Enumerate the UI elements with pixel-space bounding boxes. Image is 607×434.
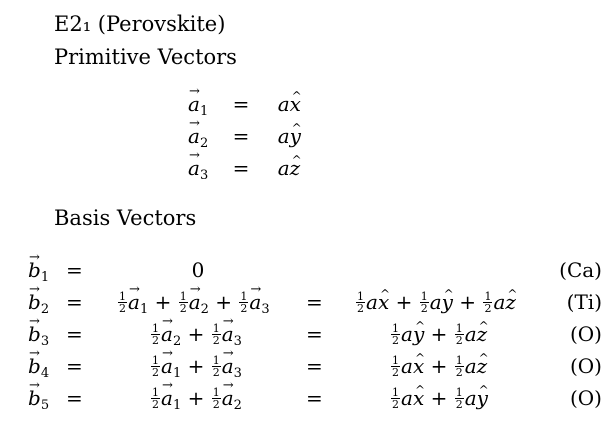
equals-sign: = xyxy=(66,322,83,346)
equals-sign: = xyxy=(306,354,323,378)
basis-vector-b4: → $b_4$ xyxy=(28,354,49,386)
primitive-vector-a2: → a xyxy=(188,124,200,148)
equals-sign: = xyxy=(66,290,83,314)
primitive-vector-row: → $a_1$ = a^ x xyxy=(188,92,328,124)
primitive-vector-a3: → a xyxy=(188,156,200,180)
basis-expression: 0 xyxy=(191,258,205,282)
primitive-vector-row: → $a_3$ = a^ z xyxy=(188,156,328,188)
atom-label: (Ti) xyxy=(566,290,602,314)
cartesian-expression: $\frac{1}{2}$ a^ x + $\frac{1}{2}$ a^ z xyxy=(390,354,487,379)
primitive-vector-a3-rhs: a^ z xyxy=(278,156,300,180)
equals-sign: = xyxy=(66,258,83,282)
cartesian-expression: $\frac{1}{2}$ a^ x + $\frac{1}{2}$ a^ y + $\frac{1}{2}$ a^ z xyxy=(355,290,516,315)
equals-sign: = xyxy=(232,92,250,116)
equals-sign: = xyxy=(306,386,323,410)
atom-label: (O) xyxy=(569,354,602,378)
atom-label: (O) xyxy=(569,322,602,346)
basis-vectors-heading: Basis Vectors xyxy=(54,206,197,230)
basis-vector-b5: → $b_5$ xyxy=(28,386,49,418)
page-title: E2₁ (Perovskite) xyxy=(54,12,226,36)
primitive-vector-a2-rhs: a^ y xyxy=(278,124,301,148)
cartesian-expression: $\frac{1}{2}$ a^ x + $\frac{1}{2}$ a^ y xyxy=(390,386,488,411)
basis-vector-b1: → $b_1$ xyxy=(28,258,49,290)
basis-expression: $\frac{1}{2}$ → $a_1$ + $\frac{1}{2}$ → $a_2$ + $\frac{1}{2}$ → $a_3$ xyxy=(117,290,270,322)
basis-vector-b3: → $b_3$ xyxy=(28,322,49,354)
equals-sign: = xyxy=(66,386,83,410)
equals-sign: = xyxy=(232,156,250,180)
equals-sign: = xyxy=(306,322,323,346)
primitive-vectors-heading: Primitive Vectors xyxy=(54,45,237,69)
equals-sign: = xyxy=(232,124,250,148)
basis-vector-b2: → $b_2$ xyxy=(28,290,49,322)
primitive-vector-a1-rhs: a^ x xyxy=(278,92,301,116)
basis-expression: $\frac{1}{2}$ → $a_1$ + $\frac{1}{2}$ → $a_2$ xyxy=(150,386,242,418)
atom-label: (O) xyxy=(569,386,602,410)
basis-expression: $\frac{1}{2}$ → $a_1$ + $\frac{1}{2}$ → $a_3$ xyxy=(150,354,242,386)
primitive-vector-a1: → a xyxy=(188,92,200,116)
cartesian-expression: $\frac{1}{2}$ a^ y + $\frac{1}{2}$ a^ z xyxy=(390,322,487,347)
equals-sign: = xyxy=(66,354,83,378)
atom-label: (Ca) xyxy=(559,258,602,282)
basis-expression: $\frac{1}{2}$ → $a_2$ + $\frac{1}{2}$ → $a_3$ xyxy=(150,322,242,354)
primitive-vector-row: → $a_2$ = a^ y xyxy=(188,124,328,156)
equals-sign: = xyxy=(306,290,323,314)
